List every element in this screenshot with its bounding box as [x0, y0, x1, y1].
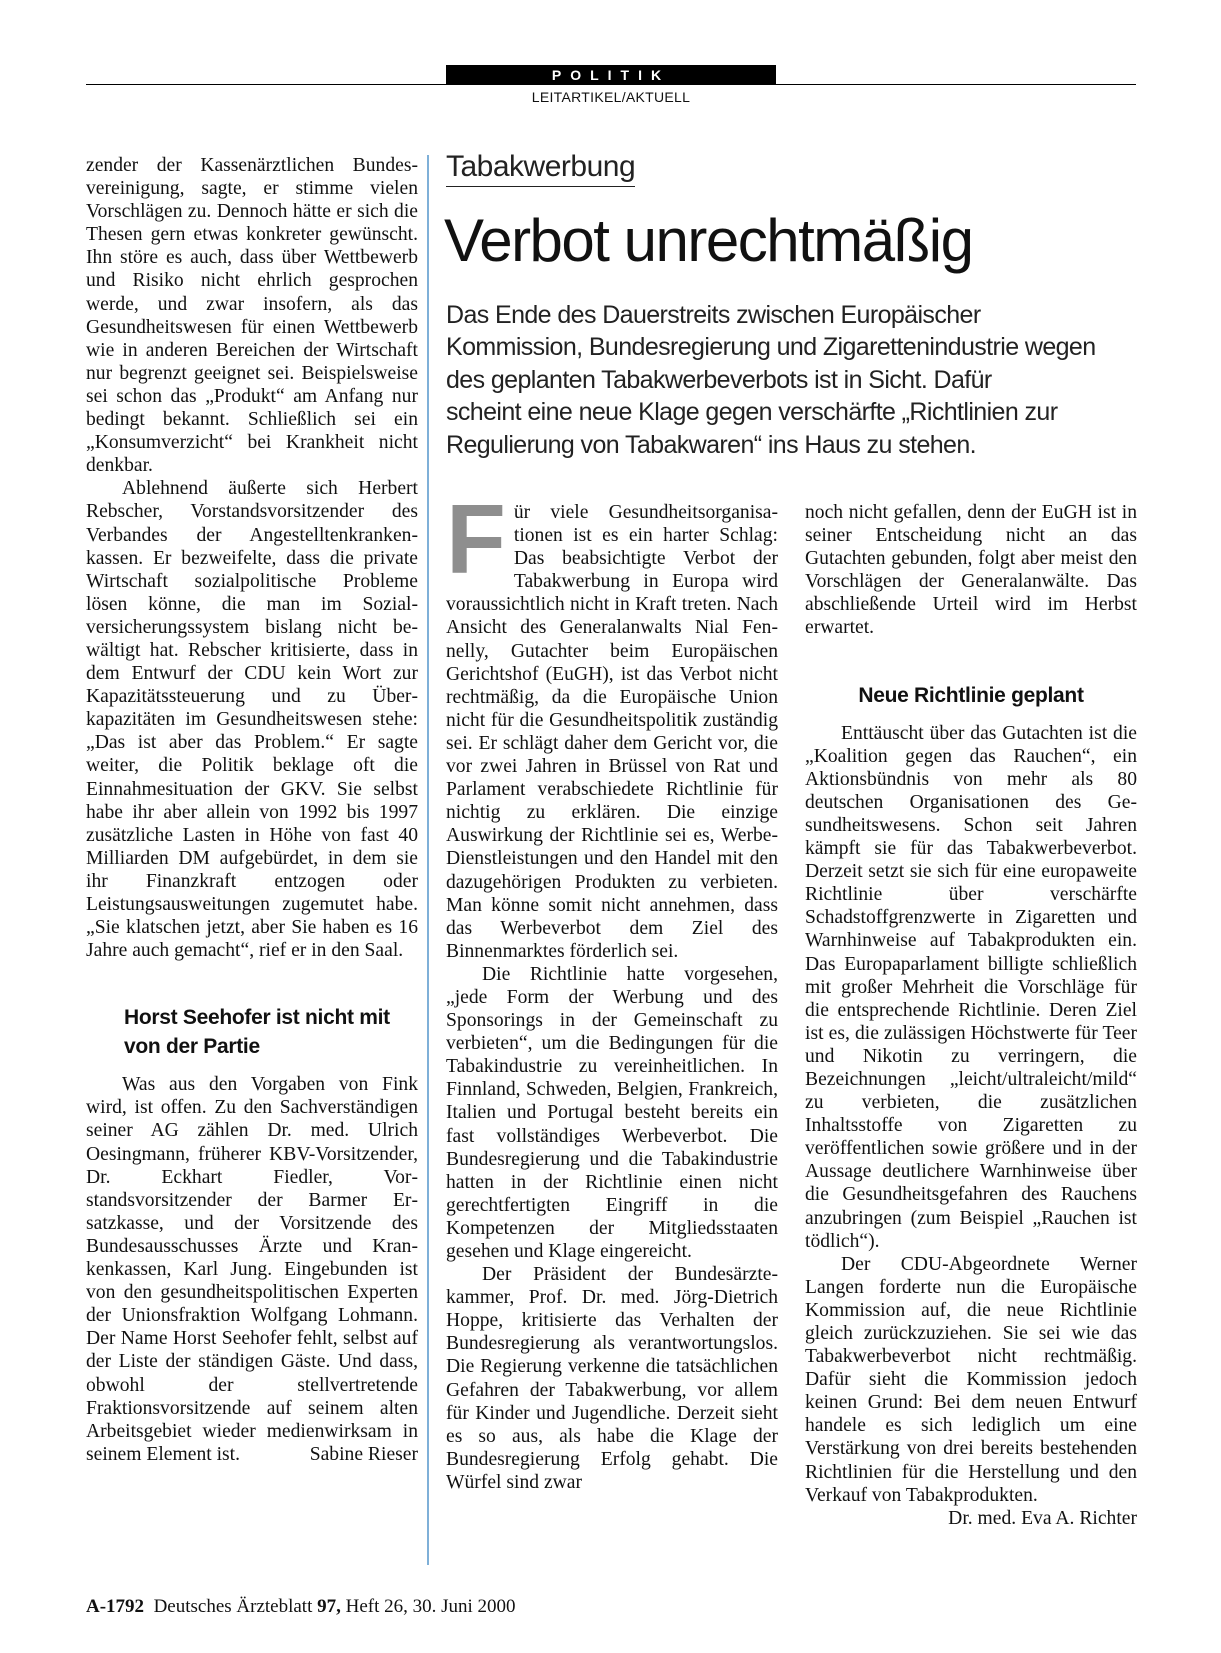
lede-line: scheint eine neue Klage gegen verschärfte „Richtlinien zur	[446, 398, 1058, 427]
subsection-label: LEITARTIKEL/AKTUELL	[531, 89, 691, 105]
col3-paragraph-2: Enttäuscht über das Gutachten ist die „Koalition gegen das Rauchen“, ein Aktionsbündnis von mehr als 80 deutschen Organisationen des Gesundheitswesens. Schon seit Jahren kämpft sie für das Tabakwerbeverbot. Derzeit setzt sie sich für eine europaweite Richtlinie über verschärfte Schadstoffgrenzwerte in Zigaretten und Warnhinweise auf Tabakprodukten ein. Das Europaparlament billigte schließlich mit großer Mehrheit die Vorschläge für die entsprechende Richtlinie. Deren Ziel ist es, die zulässigen Höchstwerte für Teer und Nikotin zu verringern, die Bezeichnungen „leicht/ultraleicht/mild“ zu verbieten, die zusätzlichen Inhaltsstoffe von Zigaretten zu veröffentlichen sowie größere und in der Aussage deutlichere Warnhinweise über die Gesundheitsgefahren des Rauchens anzubringen (zum Beispiel „Rauchen ist tödlich“).	[805, 722, 1137, 1252]
column-divider	[427, 155, 429, 1565]
page-footer	[86, 1596, 516, 1618]
author-sabine-rieser: Sabine Rieser	[309, 1443, 418, 1465]
lede-line: Kommission, Bundesregierung und Zigarettenindustrie wegen	[446, 333, 1096, 362]
col2-paragraph-1	[446, 484, 778, 963]
author-eva-richter: Dr. med. Eva A. Richter	[948, 1507, 1137, 1529]
col3-paragraph-3	[805, 1253, 1137, 1529]
journal-name: Deutsches Ärzteblatt	[153, 1596, 313, 1617]
column-3	[805, 501, 1137, 1530]
journal-volume: 97,	[317, 1596, 341, 1617]
col2-paragraph-2: Die Richtlinie hatte vorgesehen, „jede Form der Werbung und des Sponsorings in der Gemeinschaft zu verbieten“, um die Bedingungen für die Tabakindustrie zu vereinheitlichen. In Finnland, Schweden, Belgien, Frankreich, Italien und Portugal besteht bereits ein fast vollständiges Werbeverbot. Die Bundesregierung und die Tabakindustrie hatten in der Richtlinie einen nicht gerechtfertigten Eingriff in die Kompetenzen der Mitgliedsstaaten gesehen und Klage eingereicht.	[446, 963, 778, 1262]
article-headline: Verbot unrechtmäßig	[444, 207, 973, 274]
col1-paragraph-1: zender der Kassenärztlichen Bundesvereinigung, sagte, er stimme vielen Vorschlägen zu. Dennoch hätte er sich die Thesen gern etwas konkreter gewünscht. Ihn störe es auch, dass über Wettbewerb und Risiko nicht ehrlich gesprochen werde, und zwar insofern, als das Gesundheitswesen für einen Wettbewerb wie in anderen Bereichen der Wirtschaft nur begrenzt geeignet sei. Beispielsweise sei schon das „Produkt“ am Anfang nur bedingt bekannt. Schließlich sei ein „Konsumverzicht“ bei Krankheit nicht denkbar.	[86, 155, 418, 477]
col1-subheading: Horst Seehofer ist nicht mit von der Partie	[124, 1006, 390, 1059]
page-number: A-1792	[86, 1596, 145, 1617]
col2-paragraph-1-text: ür viele Gesundheitsorganisationen ist es ein harter Schlag: Das beabsichtigte Verbot der Tabakwerbung in Europa wird voraussichtlich nicht in Kraft treten. Nach Ansicht des Generalanwalts Nial Fennelly, Gutachter beim Europäischen Gerichtshof (EuGH), ist das Verbot nicht rechtmäßig, da die Europäische Union nicht für die Gesundheitspolitik zuständig sei. Er schlägt daher dem Gericht vor, die vor zwei Jahren in Brüssel von Rat und Parlament verabschiedete Richtlinie für nichtig zu erklären. Die einzige Auswirkung der Richtlinie sei es, Werbe-Dienstleistungen und den Handel mit den dazugehörigen Produkten zu verbieten. Man könne somit nicht annehmen, dass das Werbeverbot dem Ziel des Binnenmarktes förderlich sei.	[446, 502, 778, 962]
col2-paragraph-3: Der Präsident der Bundesärztekammer, Prof. Dr. med. Jörg-Dietrich Hoppe, kritisierte das Verhalten der Bundesregierung als verantwortungslos. Die Regierung verkenne die tatsächlichen Gefahren der Tabakwerbung, vor allem für Kinder und Jugendliche. Derzeit sieht es so aus, als habe die Klage der Bundesregierung Erfolg gehabt. Die Würfel sind zwar	[446, 1264, 778, 1493]
article-kicker: Tabakwerbung	[446, 150, 635, 187]
col3-subheading: Neue Richtlinie geplant	[858, 683, 1084, 707]
col1-paragraph-3-text: Was aus den Vorgaben von Fink wird, ist offen. Zu den Sachverständigen seiner AG zählen Dr. med. Ulrich Oesingmann, früherer KBV-Vorsitzender, Dr. Eckhart Fiedler, Vorstandsvorsitzender der Barmer Ersatzkasse, und der Vorsitzende des Bundesausschusses Ärzte und Krankenkassen, Karl Jung. Eingebunden ist von den gesundheitspolitischen Experten der Unionsfraktion Wolfgang Lohmann. Der Name Horst Seehofer fehlt, selbst auf der Liste der ständigen Gäste. Und dass, obwohl der stellvertretende Fraktionsvorsitzende auf seinem alten Arbeitsgebiet wieder medienwirksam in seinem Element ist.	[86, 1074, 418, 1465]
lede-line: des geplanten Tabakwerbeverbots ist in Sicht. Dafür	[446, 365, 992, 394]
column-2	[446, 484, 778, 1494]
issue-info: Heft 26, 30. Juni 2000	[345, 1596, 516, 1617]
col3-paragraph-3-text: Der CDU-Abgeordnete Werner Langen forderte nun die Europäische Kommission auf, die neue Richtlinie gleich zurückzuziehen. Sie sei wie das Tabakwerbeverbot nicht rechtmäßig. Dafür sieht die Kommission jedoch keinen Grund: Bei dem neuen Entwurf handele es sich lediglich um eine Verstärkung von drei bereits bestehenden Richtlinien für die Herstellung und den Verkauf von Tabakprodukten.	[805, 1253, 1137, 1506]
column-1	[86, 154, 418, 1466]
col1-paragraph-3	[86, 1073, 418, 1466]
lede-line: Regulierung von Tabakwaren“ ins Haus zu stehen.	[446, 430, 977, 459]
col1-paragraph-2: Ablehnend äußerte sich Herbert Rebscher, Vorstandsvorsitzender des Verbandes der Angestelltenkrankenkassen. Er bezweifelte, dass die private Wirtschaft sozialpolitische Probleme lösen könne, die man im Sozialversicherungssystem bislang nicht bewältigt hat. Rebscher kritisierte, dass in dem Entwurf der CDU kein Wort zur Kapazitätssteuerung und zu Überkapazitäten im Gesundheitswesen stehe: „Das ist aber das Problem.“ Er sagte weiter, die Politik beklage oft die Einnahmesituation der GKV. Sie selbst habe ihr aber allein von 1992 bis 1997 zusätzliche Lasten in Höhe von fast 40 Milliarden DM aufgebürdet, in dem sie ihr Finanzkraft entzogen oder Leistungsausweitungen zugemutet habe. „Sie klatschen jetzt, aber Sie haben es 16 Jahre auch gemacht“, rief er in den Saal.	[86, 478, 418, 962]
drop-cap: F	[446, 484, 506, 594]
lede-line: Das Ende des Dauerstreits zwischen Europäischer	[446, 301, 981, 329]
article-lede	[446, 299, 1146, 461]
col3-paragraph-1: noch nicht gefallen, denn der EuGH ist in seiner Entscheidung nicht an das Gutachten gebunden, folgt aber meist den Vorschlägen der Generalanwälte. Das abschließende Urteil wird im Herbst erwartet.	[805, 502, 1137, 639]
section-label: POLITIK	[446, 65, 776, 85]
